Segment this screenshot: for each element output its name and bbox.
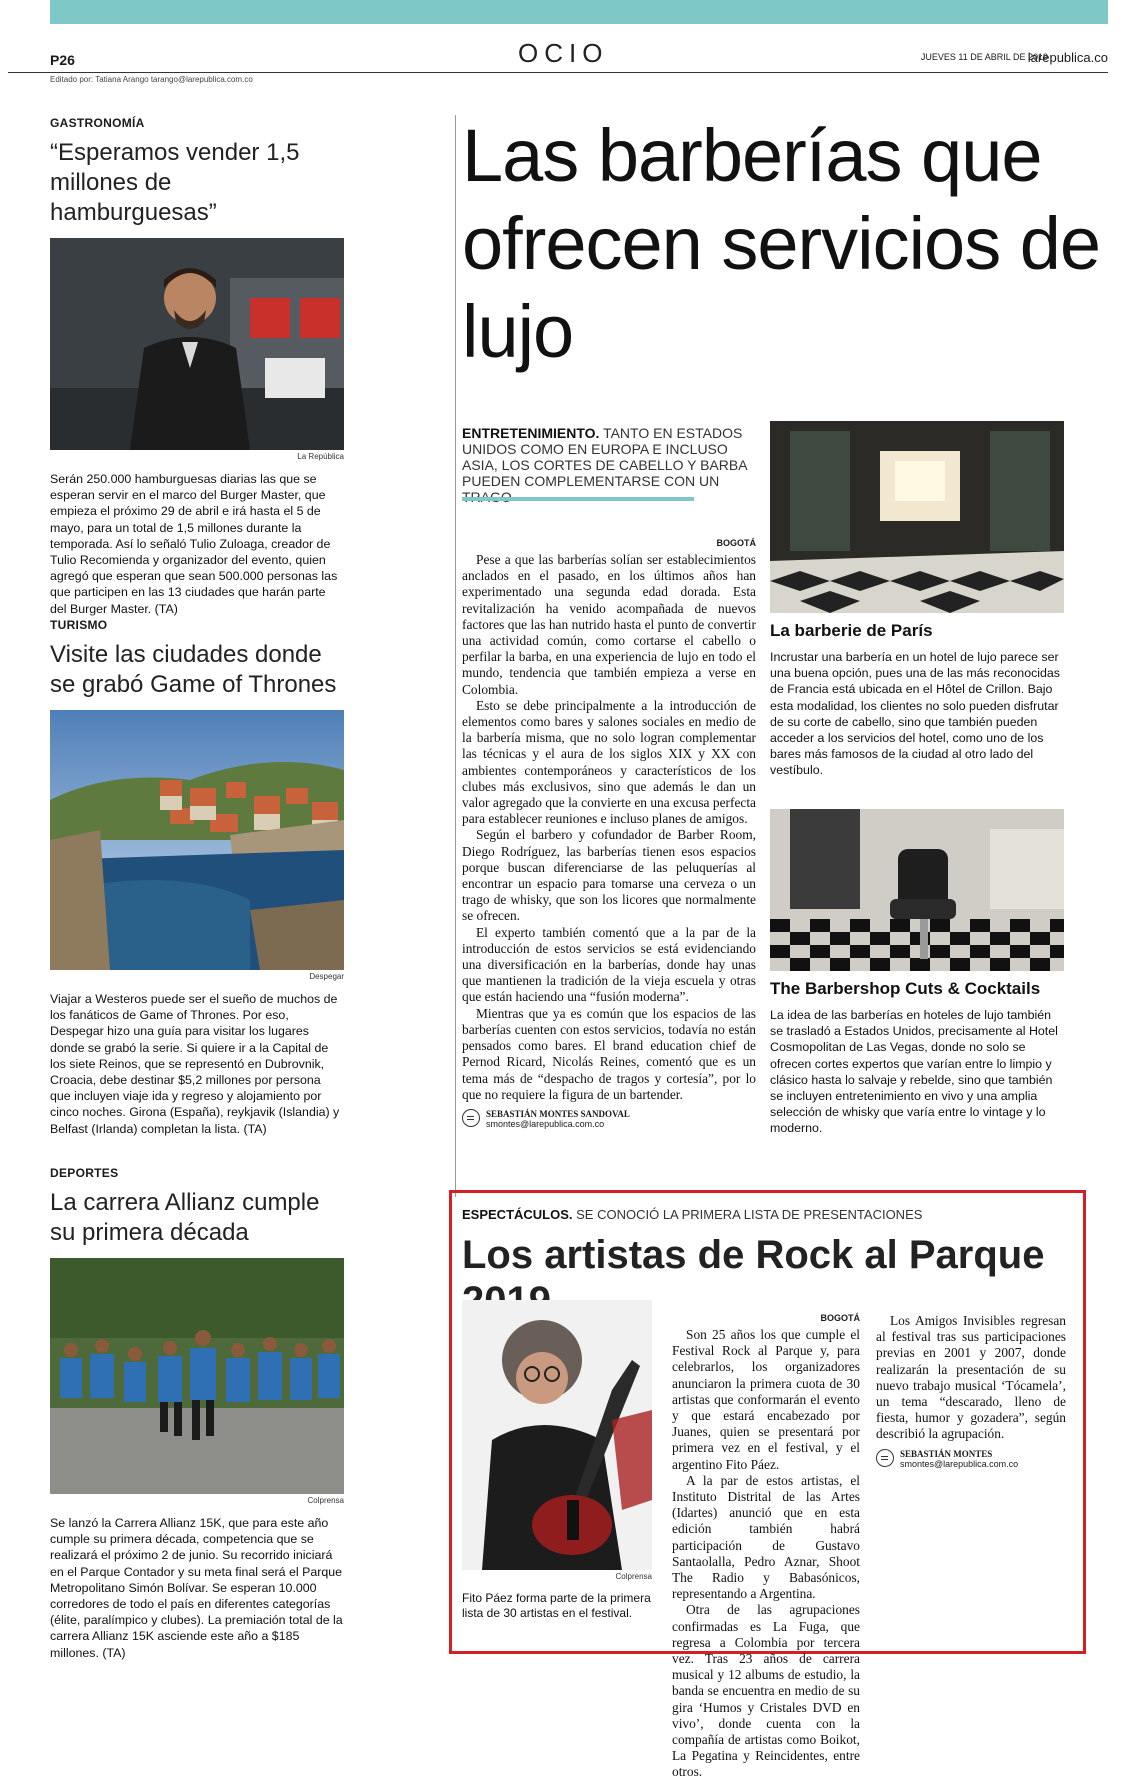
section-name: OCIO — [518, 38, 609, 68]
gastronomia-photo-credit: La República — [297, 452, 344, 461]
rock-photo-caption: Fito Páez forma parte de la primera lista de 30 artistas en el festival. — [462, 1591, 651, 1620]
gastronomia-body: Serán 250.000 hamburguesas diarias las que se esperan servir en el marco del Burger Master, que empieza el próximo 29 de abril e irá hasta el 5 de mayo, para un total de 1,5 millones durante la temporada. Así lo señaló Tulio Zuloaga, creador de Tulio Recomienda y organizador del evento, quien agregó que esperan que sean 500.000 personas las que participen en las 13 ciudades que harán parte del Burger Master. (TA) — [50, 472, 338, 616]
feature-paragraph: Según el barbero y cofundador de Barber Room, Diego Rodríguez, las barberías tienen esos espacios porque buscan diferenciarse de las peluquerías al encontrar un espacio para tomarse una cerveza o un trago de whisky, que son los licores que normalmente se ofrecen. — [462, 827, 756, 924]
feature-paragraph: El experto también comentó que a la par de la introducción de estos servicios se está evidenciando una diversificación en la barberías, donde hay unas que mantienen la tradición de la vieja escuela y otras que están haciendo una “fusión moderna”. — [462, 924, 756, 1005]
deportes-kicker: DEPORTES — [50, 1166, 119, 1180]
carrera-allianz-photo — [50, 1258, 344, 1494]
site-name: larepublica.co — [1027, 50, 1108, 65]
turismo-body: Viajar a Westeros puede ser el sueño de muchos de los fanáticos de Game of Thrones. Por eso, Despegar hizo una guía para visitar los lugares donde se grabó la serie. Si quiere ir a la Capital de los siete Reinos, que se representó en Dubrovnik, Croacia, debe destinar $5,2 millones por persona que incluyen viaje ida y regreso y alojamiento por cinco noches. Girona (España), reykjavik (Islandia) y Belfast (Irlanda) completan la lista. (TA) — [50, 992, 340, 1136]
byline-name: SEBASTIÁN MONTES SANDOVAL — [486, 1108, 630, 1119]
deportes-article — [50, 1166, 344, 1661]
page-number: P26 — [50, 52, 75, 68]
header-rule — [8, 72, 1108, 73]
column-divider — [455, 115, 456, 1197]
rock-paragraph: Otra de las agrupaciones confirmadas es La Fuga, que regresa a Colombia por tercera vez. Tras 23 años de carrera musical y 12 albums de estudio, la banda se encuentra en medio de su gira ‘Humos y Cristales DVD en vivo’, donde cuenta con la compañía de artistas como Boikot, La Pegatina y Reincidentes, entre otros. — [672, 1602, 860, 1780]
feature-deck-label: ENTRETENIMIENTO. — [462, 425, 600, 441]
gastronomia-article — [50, 116, 344, 617]
byline-email[interactable]: smontes@larepublica.com.co — [486, 1118, 605, 1129]
byline-name: SEBASTIÁN MONTES — [900, 1448, 993, 1459]
turismo-kicker: TURISMO — [50, 618, 108, 632]
rock-kicker-label: ESPECTÁCULOS. — [462, 1207, 573, 1222]
editor-credit: Editado por: Tatiana Arango tarango@larepublica.com.co — [50, 75, 253, 84]
issue-date: JUEVES 11 DE ABRIL DE 2019 — [920, 52, 1048, 62]
rock-kicker-text: SE CONOCIÓ LA PRIMERA LISTA DE PRESENTACIONES — [576, 1207, 923, 1222]
rock-column-1 — [672, 1313, 860, 1781]
barberie-paris-photo — [770, 421, 1064, 613]
paris-sidebar — [770, 421, 1064, 779]
feature-headline: Las barberías que ofrecen servicios de lujo — [462, 114, 1101, 373]
rock-byline — [876, 1449, 1066, 1469]
deportes-headline: La carrera Allianz cumple su primera década — [50, 1189, 320, 1246]
barbershop-body: La idea de las barberías en hoteles de lujo también se trasladó a Estados Unidos, precisamente al Hotel Cosmopolitan de Las Vegas, donde no solo se ofrecen cortes expertos que varían entre lo limpio y clásico hasta lo salvaje y rebelde, sino que también se incluyen entretenimiento en vivo y una amplia selección de whisky que varía entre lo vintage y lo moderno. — [770, 1008, 1058, 1136]
dubrovnik-photo — [50, 710, 344, 970]
rock-photo-block — [462, 1300, 652, 1621]
feature-paragraph: Mientras que ya es común que los espacios de las barberías cuenten con estos servicios, todavía no están pensados como bares. El brand education chief de Pernod Ricard, Nicolás Reines, comentó que es un tema más de “despacho de tragos y cortesía”, por lo que no requiere la figura de un bartender. — [462, 1005, 756, 1102]
rock-headline: Los artistas de Rock al Parque — [462, 1233, 1045, 1277]
feature-body-column — [462, 538, 756, 1129]
feature-paragraph: Esto se debe principalmente a la introducción de elementos como bares y salones sociales en medio de la barbería misma, que no solo logran complementar las técnicas y el aura de los siglos XIX y XX con ambientes contemporáneos y característicos de los clubes más exclusivos, sino que además le dan un valor agregado que la convierte en una excusa perfecta para establecer reuniones e incluso planes de amigos. — [462, 697, 756, 827]
turismo-article — [50, 618, 344, 1137]
barbershop-sidebar — [770, 809, 1064, 1137]
rock-paragraph: A la par de estos artistas, el Instituto Distrital de las Artes (Idartes) anunció que en esta edición también habrá participación de Gustavo Santaolalla, Pedro Aznar, Shoot The Radio y Babasónicos, representando a Argentina. — [672, 1472, 860, 1602]
burger-master-photo — [50, 238, 344, 450]
gastronomia-headline: “Esperamos vender 1,5 millones de hamburguesas” — [50, 139, 300, 226]
gastronomia-kicker: GASTRONOMÍA — [50, 116, 145, 130]
deportes-photo-credit: Colprensa — [307, 1496, 344, 1505]
rock-photo-credit: Colprensa — [615, 1572, 652, 1581]
deck-accent-rule — [462, 497, 694, 501]
rock-paragraph: Los Amigos Invisibles regresan al festival tras sus participaciones previas en 2001 y 2007, donde realizarán la presentación de su nuevo trabajo musical ‘Tócamela’, un tema “descarado, lleno de fiesta, humor y gozadera”, según describió la agrupación. — [876, 1313, 1066, 1442]
barbershop-heading: The Barbershop Cuts & Cocktails — [770, 979, 1041, 998]
chat-icon — [876, 1449, 894, 1467]
feature-city: BOGOTÁ — [716, 538, 756, 548]
turismo-headline: Visite las ciudades donde se grabó Game of Thrones — [50, 641, 337, 698]
rock-column-2 — [876, 1313, 1066, 1469]
rock-paragraph: Son 25 años los que cumple el Festival Rock al Parque y, para celebrarlos, los organizadores anunciaron la primera cuota de 30 artistas que conformarán el evento y que estará encabezado por Juanes, quien se presentará por primera vez en el festival, y el argentino Fito Páez. — [672, 1327, 860, 1472]
feature-deck-text: TANTO EN ESTADOS UNIDOS COMO EN EUROPA E INCLUSO ASIA, LOS CORTES DE CABELLO Y BARBA PUEDEN COMPLEMENTARSE CON UN — [462, 425, 747, 489]
rock-kicker — [462, 1207, 922, 1222]
barbershop-photo — [770, 809, 1064, 971]
feature-byline — [462, 1109, 756, 1129]
paris-heading: La barberie de París — [770, 621, 933, 640]
rock-city: BOGOTÁ — [820, 1313, 860, 1323]
deportes-body: Se lanzó la Carrera Allianz 15K, que para este año cumple su primera década, competencia que se realizará el próximo 2 de junio. Su recorrido iniciará en el Parque Contador y su meta final será el Parque Metropolitano Simón Bolívar. Se esperan 10.000 corredores de todo el país en diferentes categorías (élite, paralímpico y clubes). La premiación total de la carrera Allianz 15K asciende este año a $185 millones. (TA) — [50, 1516, 343, 1660]
chat-icon — [462, 1109, 480, 1127]
paris-body: Incrustar una barbería en un hotel de lujo parece ser una buena opción, pues una de las más reconocidas de Francia está ubicada en el Hôtel de Crillon. Bajo esta modalidad, los clientes no solo pueden disfrutar de su corte de cabello, sino que también pueden acceder a los servicios del hotel, como uno de los bares más famosos de la ciudad al otro lado del vestíbulo. — [770, 650, 1061, 778]
feature-deck — [462, 425, 762, 505]
byline-email[interactable]: smontes@larepublica.com.co — [900, 1458, 1019, 1469]
top-color-bar — [50, 0, 1108, 24]
fito-paez-photo — [462, 1300, 652, 1570]
feature-paragraph: Pese a que las barberías solían ser establecimientos anclados en el pasado, en los últimos años han experimentado una segunda edad dorada. Esta revitalización ha venido acompañada de nuevos factores que las han nutrido hasta el punto de convertir una actividad común, como cortarse el cabello o perfilar la barba, en una experiencia de lujo en todo el mundo, tendencia que también empieza a verse en Colombia. — [462, 552, 756, 697]
turismo-photo-credit: Despegar — [309, 972, 344, 981]
